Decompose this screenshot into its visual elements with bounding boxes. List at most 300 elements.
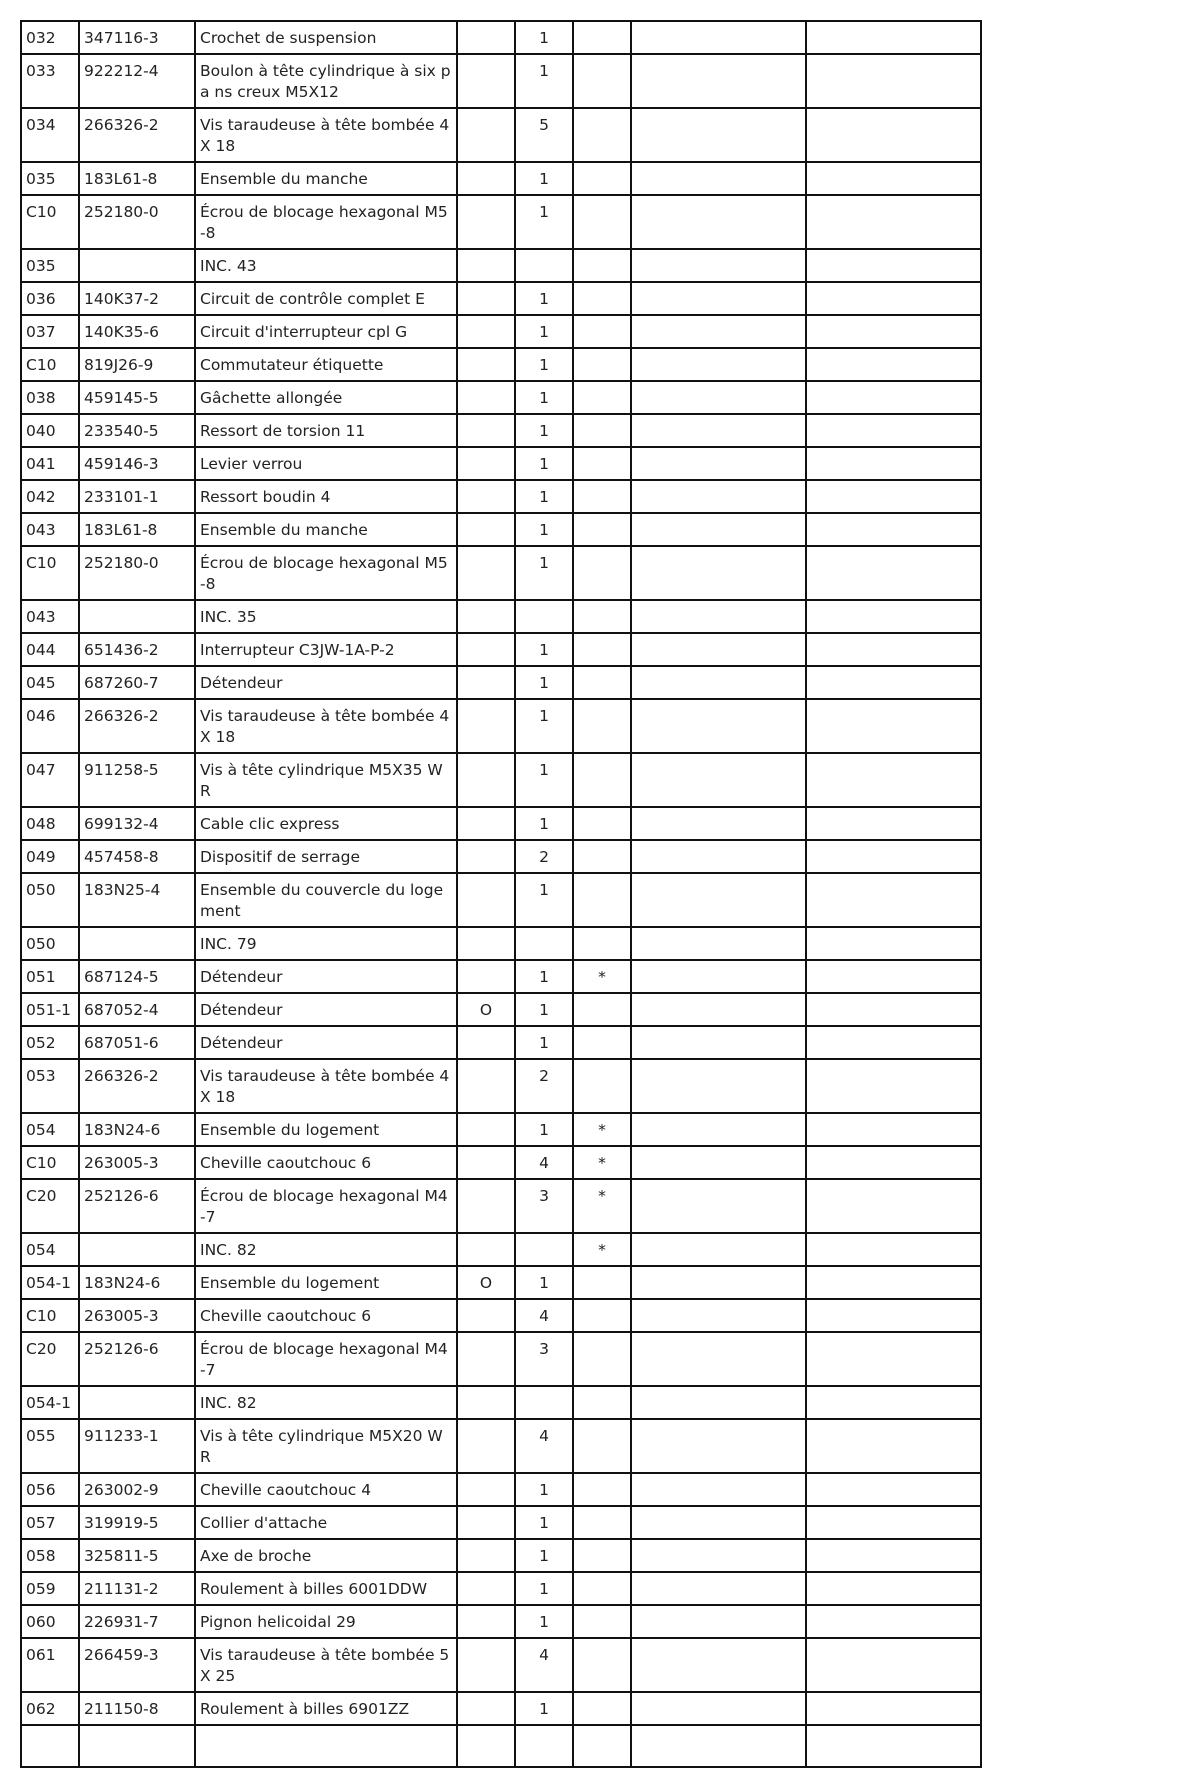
description-cell: Détendeur xyxy=(195,666,457,699)
blank-cell xyxy=(631,1605,806,1638)
note-mark-cell xyxy=(573,1605,631,1638)
blank-cell xyxy=(806,1386,981,1419)
table-row xyxy=(21,447,981,480)
part-number-cell: 252126-6 xyxy=(79,1179,195,1233)
quantity-cell: 1 xyxy=(515,513,573,546)
ref-number-cell: 054 xyxy=(21,1113,79,1146)
blank-cell xyxy=(806,348,981,381)
blank-cell xyxy=(631,600,806,633)
option-cell xyxy=(457,513,515,546)
blank-cell xyxy=(806,546,981,600)
ref-number-cell: C10 xyxy=(21,1299,79,1332)
option-cell xyxy=(457,960,515,993)
note-mark-cell xyxy=(573,1299,631,1332)
table-row xyxy=(21,1113,981,1146)
part-number-cell: 687051-6 xyxy=(79,1026,195,1059)
blank-cell xyxy=(806,1179,981,1233)
table-row xyxy=(21,1605,981,1638)
part-number-cell: 687124-5 xyxy=(79,960,195,993)
quantity-cell: 2 xyxy=(515,1059,573,1113)
note-mark-cell xyxy=(573,1332,631,1386)
description-cell: INC. 43 xyxy=(195,249,457,282)
part-number-cell: 226931-7 xyxy=(79,1605,195,1638)
note-mark-cell xyxy=(573,1572,631,1605)
option-cell xyxy=(457,927,515,960)
quantity-cell: 1 xyxy=(515,195,573,249)
blank-cell xyxy=(806,447,981,480)
part-number-cell: 211150-8 xyxy=(79,1692,195,1725)
ref-number-cell: 055 xyxy=(21,1419,79,1473)
blank-cell xyxy=(631,699,806,753)
quantity-cell: 1 xyxy=(515,993,573,1026)
note-mark-cell xyxy=(573,249,631,282)
option-cell xyxy=(457,381,515,414)
description-cell: Ensemble du logement xyxy=(195,1113,457,1146)
blank-cell xyxy=(806,1473,981,1506)
ref-number-cell: 050 xyxy=(21,927,79,960)
note-mark-cell xyxy=(573,633,631,666)
quantity-cell: 1 xyxy=(515,348,573,381)
description-cell: Vis à tête cylindrique M5X20 WR xyxy=(195,1419,457,1473)
part-number-cell: 911233-1 xyxy=(79,1419,195,1473)
note-mark-cell xyxy=(573,807,631,840)
blank-cell xyxy=(631,54,806,108)
description-cell: Circuit de contrôle complet E xyxy=(195,282,457,315)
note-mark-cell xyxy=(573,666,631,699)
table-row xyxy=(21,1419,981,1473)
blank-cell xyxy=(631,414,806,447)
blank-cell xyxy=(806,1266,981,1299)
blank-cell xyxy=(806,1539,981,1572)
blank-cell xyxy=(806,1506,981,1539)
description-cell: Vis taraudeuse à tête bombée 5X 25 xyxy=(195,1638,457,1692)
ref-number-cell: 040 xyxy=(21,414,79,447)
option-cell xyxy=(457,315,515,348)
ref-number-cell: 035 xyxy=(21,249,79,282)
note-mark-cell xyxy=(573,447,631,480)
blank-cell xyxy=(631,1113,806,1146)
blank-cell xyxy=(806,108,981,162)
blank-cell xyxy=(631,1692,806,1725)
blank-cell xyxy=(631,162,806,195)
ref-number-cell: 045 xyxy=(21,666,79,699)
ref-number-cell: 033 xyxy=(21,54,79,108)
quantity-cell: 1 xyxy=(515,381,573,414)
parts-list-page xyxy=(20,20,980,1718)
table-row xyxy=(21,1299,981,1332)
part-number-cell: 252126-6 xyxy=(79,1332,195,1386)
note-mark-cell xyxy=(573,1059,631,1113)
note-mark-cell xyxy=(573,600,631,633)
blank-cell xyxy=(806,960,981,993)
quantity-cell: 1 xyxy=(515,1266,573,1299)
part-number-cell xyxy=(79,600,195,633)
part-number-cell: 252180-0 xyxy=(79,546,195,600)
blank-cell xyxy=(631,315,806,348)
blank-cell xyxy=(806,1725,981,1767)
part-number-cell: 651436-2 xyxy=(79,633,195,666)
ref-number-cell: 050 xyxy=(21,873,79,927)
description-cell: Cheville caoutchouc 6 xyxy=(195,1299,457,1332)
quantity-cell: 4 xyxy=(515,1146,573,1179)
option-cell xyxy=(457,54,515,108)
quantity-cell: 1 xyxy=(515,546,573,600)
blank-cell xyxy=(806,927,981,960)
note-mark-cell xyxy=(573,1506,631,1539)
ref-number-cell: 059 xyxy=(21,1572,79,1605)
part-number-cell: 459146-3 xyxy=(79,447,195,480)
quantity-cell: 1 xyxy=(515,1605,573,1638)
quantity-cell: 1 xyxy=(515,753,573,807)
ref-number-cell: 042 xyxy=(21,480,79,513)
blank-cell xyxy=(631,249,806,282)
option-cell xyxy=(457,1539,515,1572)
quantity-cell: 1 xyxy=(515,282,573,315)
blank-cell xyxy=(631,1725,806,1767)
table-row xyxy=(21,960,981,993)
ref-number-cell: C10 xyxy=(21,1146,79,1179)
description-cell: Ensemble du manche xyxy=(195,162,457,195)
note-mark-cell xyxy=(573,1692,631,1725)
ref-number-cell: 062 xyxy=(21,1692,79,1725)
blank-cell xyxy=(573,1725,631,1767)
quantity-cell: 1 xyxy=(515,54,573,108)
ref-number-cell: 044 xyxy=(21,633,79,666)
quantity-cell: 1 xyxy=(515,1473,573,1506)
option-cell xyxy=(457,1605,515,1638)
table-row xyxy=(21,600,981,633)
table-row xyxy=(21,546,981,600)
part-number-cell: 211131-2 xyxy=(79,1572,195,1605)
part-number-cell: 687052-4 xyxy=(79,993,195,1026)
option-cell xyxy=(457,480,515,513)
blank-cell xyxy=(631,1299,806,1332)
blank-cell xyxy=(631,1332,806,1386)
table-row xyxy=(21,753,981,807)
description-cell: Vis taraudeuse à tête bombée 4X 18 xyxy=(195,108,457,162)
note-mark-cell xyxy=(573,873,631,927)
ref-number-cell: C10 xyxy=(21,546,79,600)
ref-number-cell: 061 xyxy=(21,1638,79,1692)
note-mark-cell xyxy=(573,414,631,447)
part-number-cell: 140K37-2 xyxy=(79,282,195,315)
blank-cell xyxy=(631,447,806,480)
note-mark-cell xyxy=(573,546,631,600)
note-mark-cell xyxy=(573,1026,631,1059)
option-cell xyxy=(457,21,515,54)
part-number-cell: 911258-5 xyxy=(79,753,195,807)
blank-cell xyxy=(631,1506,806,1539)
ref-number-cell: 056 xyxy=(21,1473,79,1506)
blank-cell xyxy=(806,1299,981,1332)
ref-number-cell: 058 xyxy=(21,1539,79,1572)
ref-number-cell: 054 xyxy=(21,1233,79,1266)
option-cell xyxy=(457,807,515,840)
part-number-cell: 266459-3 xyxy=(79,1638,195,1692)
quantity-cell: 1 xyxy=(515,873,573,927)
description-cell: Cheville caoutchouc 4 xyxy=(195,1473,457,1506)
part-number-cell: 347116-3 xyxy=(79,21,195,54)
quantity-cell: 1 xyxy=(515,315,573,348)
description-cell: INC. 35 xyxy=(195,600,457,633)
part-number-cell xyxy=(79,1233,195,1266)
ref-number-cell: C20 xyxy=(21,1332,79,1386)
note-mark-cell xyxy=(573,1419,631,1473)
note-mark-cell xyxy=(573,381,631,414)
ref-number-cell: 047 xyxy=(21,753,79,807)
option-cell xyxy=(457,873,515,927)
quantity-cell: 3 xyxy=(515,1332,573,1386)
blank-cell xyxy=(806,600,981,633)
part-number-cell: 319919-5 xyxy=(79,1506,195,1539)
blank-cell xyxy=(806,162,981,195)
note-mark-cell xyxy=(573,348,631,381)
empty-table-row xyxy=(21,1725,981,1767)
part-number-cell: 252180-0 xyxy=(79,195,195,249)
blank-cell xyxy=(806,1419,981,1473)
quantity-cell xyxy=(515,927,573,960)
table-row xyxy=(21,1026,981,1059)
part-number-cell: 266326-2 xyxy=(79,108,195,162)
table-row xyxy=(21,1506,981,1539)
blank-cell xyxy=(631,1146,806,1179)
blank-cell xyxy=(631,108,806,162)
blank-cell xyxy=(631,633,806,666)
blank-cell xyxy=(21,1725,79,1767)
ref-number-cell: 051 xyxy=(21,960,79,993)
table-row xyxy=(21,1146,981,1179)
blank-cell xyxy=(806,1692,981,1725)
blank-cell xyxy=(806,282,981,315)
blank-cell xyxy=(806,1146,981,1179)
option-cell xyxy=(457,633,515,666)
description-cell: Détendeur xyxy=(195,1026,457,1059)
description-cell: Pignon helicoidal 29 xyxy=(195,1605,457,1638)
quantity-cell: 1 xyxy=(515,1692,573,1725)
option-cell xyxy=(457,108,515,162)
part-number-cell: 266326-2 xyxy=(79,699,195,753)
blank-cell xyxy=(631,873,806,927)
blank-cell xyxy=(631,21,806,54)
table-row xyxy=(21,315,981,348)
blank-cell xyxy=(631,546,806,600)
table-row xyxy=(21,249,981,282)
ref-number-cell: 049 xyxy=(21,840,79,873)
ref-number-cell: 043 xyxy=(21,513,79,546)
part-number-cell: 233101-1 xyxy=(79,480,195,513)
blank-cell xyxy=(806,1026,981,1059)
table-row xyxy=(21,414,981,447)
ref-number-cell: 052 xyxy=(21,1026,79,1059)
table-row xyxy=(21,1233,981,1266)
part-number-cell: 459145-5 xyxy=(79,381,195,414)
table-row xyxy=(21,1179,981,1233)
quantity-cell: 1 xyxy=(515,1506,573,1539)
blank-cell xyxy=(806,1638,981,1692)
table-row xyxy=(21,807,981,840)
table-row xyxy=(21,1473,981,1506)
quantity-cell: 1 xyxy=(515,162,573,195)
blank-cell xyxy=(806,1572,981,1605)
blank-cell xyxy=(79,1725,195,1767)
option-cell xyxy=(457,195,515,249)
part-number-cell: 263005-3 xyxy=(79,1146,195,1179)
quantity-cell: 5 xyxy=(515,108,573,162)
option-cell xyxy=(457,1179,515,1233)
quantity-cell: 4 xyxy=(515,1299,573,1332)
description-cell: Vis taraudeuse à tête bombée 4X 18 xyxy=(195,1059,457,1113)
blank-cell xyxy=(806,753,981,807)
description-cell: Interrupteur C3JW-1A-P-2 xyxy=(195,633,457,666)
note-mark-cell xyxy=(573,162,631,195)
description-cell: Écrou de blocage hexagonal M5-8 xyxy=(195,546,457,600)
blank-cell xyxy=(806,873,981,927)
note-mark-cell xyxy=(573,1266,631,1299)
description-cell: Commutateur étiquette xyxy=(195,348,457,381)
blank-cell xyxy=(806,54,981,108)
ref-number-cell: 051-1 xyxy=(21,993,79,1026)
description-cell: Ensemble du couvercle du loge ment xyxy=(195,873,457,927)
blank-cell xyxy=(806,21,981,54)
note-mark-cell xyxy=(573,282,631,315)
description-cell: Cheville caoutchouc 6 xyxy=(195,1146,457,1179)
option-cell: O xyxy=(457,1266,515,1299)
blank-cell xyxy=(631,1266,806,1299)
table-row xyxy=(21,513,981,546)
table-row xyxy=(21,108,981,162)
ref-number-cell: 060 xyxy=(21,1605,79,1638)
description-cell: Ensemble du manche xyxy=(195,513,457,546)
part-number-cell: 183N24-6 xyxy=(79,1113,195,1146)
blank-cell xyxy=(806,807,981,840)
blank-cell xyxy=(631,840,806,873)
blank-cell xyxy=(631,1179,806,1233)
quantity-cell: 2 xyxy=(515,840,573,873)
description-cell: Circuit d'interrupteur cpl G xyxy=(195,315,457,348)
description-cell: Levier verrou xyxy=(195,447,457,480)
blank-cell xyxy=(806,1113,981,1146)
table-row xyxy=(21,1572,981,1605)
ref-number-cell: 032 xyxy=(21,21,79,54)
quantity-cell: 1 xyxy=(515,633,573,666)
note-mark-cell xyxy=(573,195,631,249)
part-number-cell: 922212-4 xyxy=(79,54,195,108)
option-cell xyxy=(457,546,515,600)
option-cell xyxy=(457,1572,515,1605)
note-mark-cell xyxy=(573,21,631,54)
option-cell xyxy=(457,753,515,807)
ref-number-cell: 043 xyxy=(21,600,79,633)
ref-number-cell: 054-1 xyxy=(21,1266,79,1299)
blank-cell xyxy=(806,666,981,699)
ref-number-cell: C10 xyxy=(21,348,79,381)
quantity-cell: 1 xyxy=(515,807,573,840)
table-row xyxy=(21,21,981,54)
option-cell xyxy=(457,1299,515,1332)
blank-cell xyxy=(631,960,806,993)
part-number-cell: 263005-3 xyxy=(79,1299,195,1332)
blank-cell xyxy=(631,753,806,807)
description-cell: Vis taraudeuse à tête bombée 4X 18 xyxy=(195,699,457,753)
option-cell xyxy=(457,840,515,873)
part-number-cell: 457458-8 xyxy=(79,840,195,873)
note-mark-cell xyxy=(573,927,631,960)
option-cell xyxy=(457,348,515,381)
ref-number-cell: 037 xyxy=(21,315,79,348)
note-mark-cell xyxy=(573,1473,631,1506)
part-number-cell: 183N25-4 xyxy=(79,873,195,927)
quantity-cell: 4 xyxy=(515,1638,573,1692)
option-cell xyxy=(457,1506,515,1539)
table-row xyxy=(21,162,981,195)
blank-cell xyxy=(806,993,981,1026)
quantity-cell: 1 xyxy=(515,666,573,699)
blank-cell xyxy=(631,1419,806,1473)
blank-cell xyxy=(806,1059,981,1113)
quantity-cell: 1 xyxy=(515,1572,573,1605)
blank-cell xyxy=(631,1539,806,1572)
description-cell: Détendeur xyxy=(195,960,457,993)
part-number-cell: 699132-4 xyxy=(79,807,195,840)
table-row xyxy=(21,1332,981,1386)
note-mark-cell xyxy=(573,108,631,162)
blank-cell xyxy=(631,480,806,513)
description-cell: Collier d'attache xyxy=(195,1506,457,1539)
part-number-cell xyxy=(79,1386,195,1419)
note-mark-cell: * xyxy=(573,1113,631,1146)
quantity-cell xyxy=(515,600,573,633)
note-mark-cell xyxy=(573,513,631,546)
option-cell xyxy=(457,1233,515,1266)
table-row xyxy=(21,348,981,381)
option-cell xyxy=(457,1146,515,1179)
table-row xyxy=(21,1266,981,1299)
option-cell xyxy=(457,600,515,633)
ref-number-cell: 041 xyxy=(21,447,79,480)
blank-cell xyxy=(806,1332,981,1386)
ref-number-cell: 057 xyxy=(21,1506,79,1539)
note-mark-cell: * xyxy=(573,1179,631,1233)
ref-number-cell: C10 xyxy=(21,195,79,249)
note-mark-cell xyxy=(573,1638,631,1692)
note-mark-cell: * xyxy=(573,1233,631,1266)
table-row xyxy=(21,1059,981,1113)
blank-cell xyxy=(631,1638,806,1692)
quantity-cell: 4 xyxy=(515,1419,573,1473)
description-cell: Ressort de torsion 11 xyxy=(195,414,457,447)
table-row xyxy=(21,54,981,108)
option-cell: O xyxy=(457,993,515,1026)
blank-cell xyxy=(806,195,981,249)
part-number-cell: 233540-5 xyxy=(79,414,195,447)
option-cell xyxy=(457,1059,515,1113)
ref-number-cell: 048 xyxy=(21,807,79,840)
table-row xyxy=(21,1638,981,1692)
description-cell: Ensemble du logement xyxy=(195,1266,457,1299)
blank-cell xyxy=(806,699,981,753)
ref-number-cell: 053 xyxy=(21,1059,79,1113)
quantity-cell: 1 xyxy=(515,414,573,447)
blank-cell xyxy=(631,1233,806,1266)
note-mark-cell xyxy=(573,753,631,807)
table-row xyxy=(21,1692,981,1725)
table-row xyxy=(21,381,981,414)
option-cell xyxy=(457,282,515,315)
description-cell: INC. 79 xyxy=(195,927,457,960)
blank-cell xyxy=(631,1473,806,1506)
description-cell: Cable clic express xyxy=(195,807,457,840)
table-row xyxy=(21,666,981,699)
